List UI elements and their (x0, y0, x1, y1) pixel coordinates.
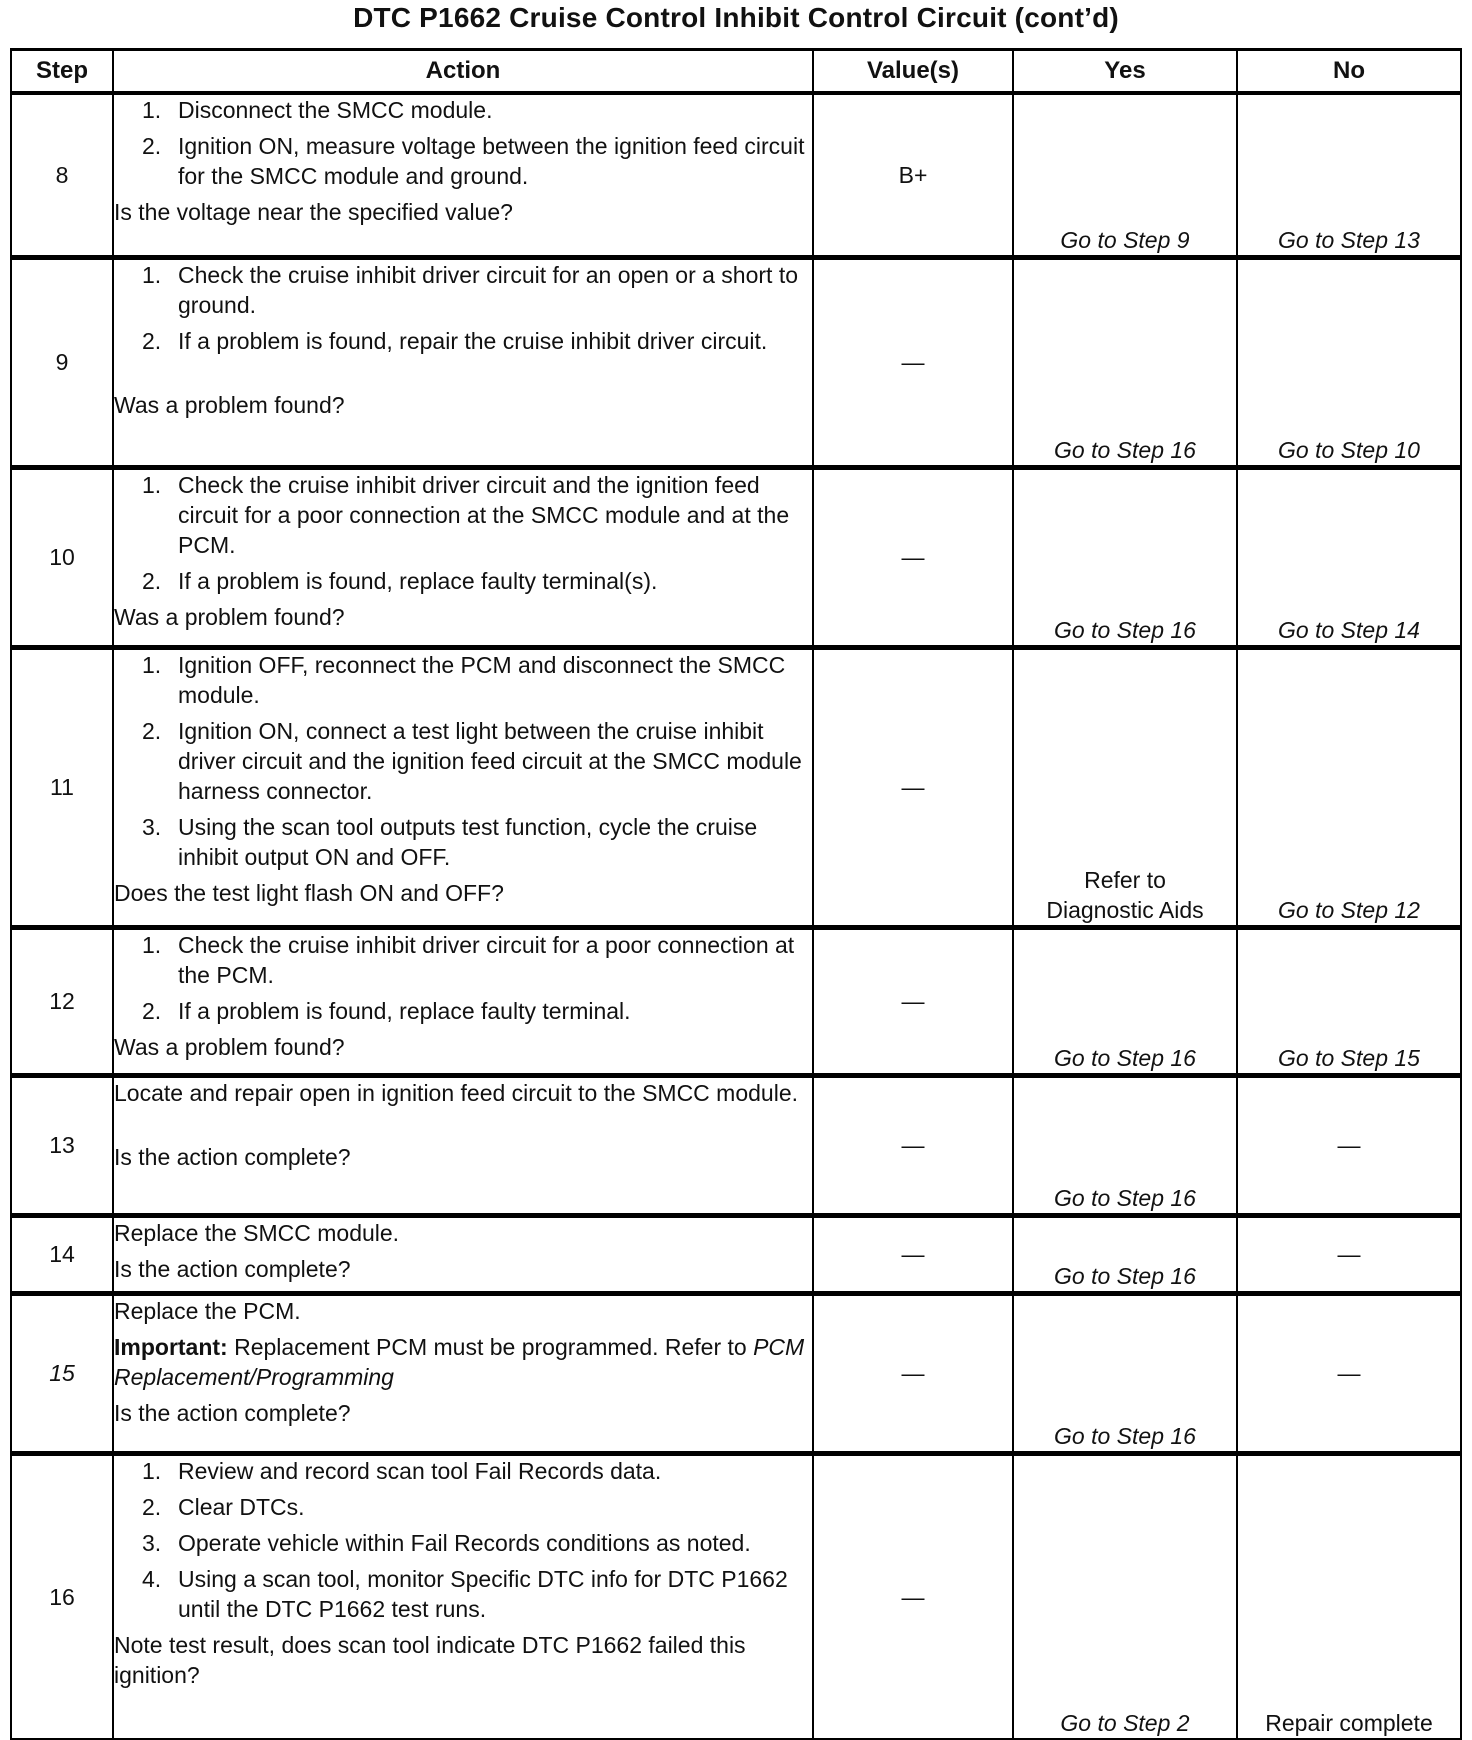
action-question: Is the action complete? (114, 1255, 351, 1282)
yes-cell: Go to Step 16 (1013, 927, 1237, 1075)
no-cell: — (1237, 1215, 1461, 1293)
value-cell: — (813, 467, 1013, 647)
action-item: 4. Using a scan tool, monitor Specific DTC info for DTC P1662 until the DTC P1662 test runs. (142, 1565, 788, 1622)
action-question: Was a problem found? (114, 391, 345, 418)
table-row (11, 1075, 1461, 1215)
action-item: 1. Check the cruise inhibit driver circuit for a poor connection at the PCM. (142, 931, 795, 988)
table-row (11, 1215, 1461, 1293)
action-question: Was a problem found? (114, 1033, 345, 1060)
action-cell (113, 927, 813, 1075)
action-cell (113, 93, 813, 257)
no-cell: — (1237, 1293, 1461, 1453)
action-cell (113, 1075, 813, 1215)
no-cell: Go to Step 13 (1237, 93, 1461, 257)
action-question: Does the test light flash ON and OFF? (114, 879, 504, 906)
value-cell: — (813, 257, 1013, 467)
step-number: 9 (11, 257, 113, 467)
action-item: 1. Review and record scan tool Fail Records data. (142, 1457, 662, 1484)
action-item: 1. Check the cruise inhibit driver circuit and the ignition feed circuit for a poor connection at the SMCC module and at the PCM. (142, 471, 790, 558)
step-number: 8 (11, 93, 113, 257)
no-cell: Go to Step 10 (1237, 257, 1461, 467)
diagnostic-table (10, 48, 1462, 1740)
yes-cell: Go to Step 16 (1013, 467, 1237, 647)
action-item: 1. Disconnect the SMCC module. (142, 97, 493, 123)
table-row (11, 647, 1461, 927)
action-text: Replace the PCM. (114, 1297, 301, 1324)
important-note (114, 1332, 812, 1392)
action-cell (113, 257, 813, 467)
step-number: 10 (11, 467, 113, 647)
action-item: 3. Operate vehicle within Fail Records conditions as noted. (142, 1529, 751, 1556)
header-row (11, 50, 1461, 94)
yes-cell: Go to Step 16 (1013, 1293, 1237, 1453)
action-question: Is the voltage near the specified value? (114, 199, 513, 225)
header-action: Action (113, 50, 813, 94)
value-cell: — (813, 927, 1013, 1075)
action-cell (113, 1293, 813, 1453)
table-row (11, 1453, 1461, 1739)
table-row (11, 257, 1461, 467)
step-number: 16 (11, 1453, 113, 1739)
page-title: DTC P1662 Cruise Control Inhibit Control Circuit (cont’d) (353, 2, 1119, 33)
step-number: 15 (11, 1293, 113, 1453)
action-question: Note test result, does scan tool indicate DTC P1662 failed this ignition? (114, 1631, 746, 1688)
step-number: 13 (11, 1075, 113, 1215)
reference-link[interactable]: PCM Replacement/Programming (114, 1333, 805, 1390)
action-cell (113, 1215, 813, 1293)
important-label: Important: (114, 1333, 228, 1360)
table-row (11, 927, 1461, 1075)
yes-line: Diagnostic Aids (1046, 896, 1204, 923)
no-cell: Go to Step 12 (1237, 647, 1461, 927)
action-item: 2. If a problem is found, replace faulty terminal. (142, 997, 631, 1024)
no-cell: Go to Step 15 (1237, 927, 1461, 1075)
yes-cell: Go to Step 16 (1013, 257, 1237, 467)
no-cell: Go to Step 14 (1237, 467, 1461, 647)
step-number: 12 (11, 927, 113, 1075)
action-item: 1. Check the cruise inhibit driver circuit for an open or a short to ground. (142, 261, 799, 318)
action-cell (113, 467, 813, 647)
yes-line: Refer to (1084, 866, 1166, 893)
step-number: 11 (11, 647, 113, 927)
header-step: Step (11, 50, 113, 94)
action-item: 1. Ignition OFF, reconnect the PCM and disconnect the SMCC module. (142, 651, 786, 708)
no-cell: — (1237, 1075, 1461, 1215)
header-no: No (1237, 50, 1461, 94)
table-row (11, 1293, 1461, 1453)
value-cell: — (813, 1215, 1013, 1293)
step-number: 14 (11, 1215, 113, 1293)
yes-cell: Go to Step 2 (1013, 1453, 1237, 1739)
action-question: Is the action complete? (114, 1143, 351, 1170)
yes-cell: Go to Step 9 (1013, 93, 1237, 257)
action-item: 3. Using the scan tool outputs test function, cycle the cruise inhibit output ON and OFF. (142, 813, 758, 870)
action-item: 2. If a problem is found, repair the cruise inhibit driver circuit. (142, 327, 768, 354)
action-text: Locate and repair open in ignition feed circuit to the SMCC module. (114, 1079, 799, 1106)
action-item: 2. If a problem is found, replace faulty terminal(s). (142, 567, 658, 594)
action-cell (113, 1453, 813, 1739)
yes-cell: Go to Step 16 (1013, 1215, 1237, 1293)
yes-cell: Go to Step 16 (1013, 1075, 1237, 1215)
value-cell: — (813, 1293, 1013, 1453)
header-values: Value(s) (813, 50, 1013, 94)
important-text: Replacement PCM must be programmed. Refer to (227, 1333, 754, 1360)
action-question: Is the action complete? (114, 1399, 351, 1426)
action-text: Replace the SMCC module. (114, 1219, 400, 1246)
value-cell: — (813, 1453, 1013, 1739)
no-cell: Repair complete (1237, 1453, 1461, 1739)
action-item: 2. Ignition ON, connect a test light between the cruise inhibit driver circuit and the ignition feed circuit at the SMCC module harness connector. (142, 717, 802, 804)
header-yes: Yes (1013, 50, 1237, 94)
value-cell: — (813, 647, 1013, 927)
table-row (11, 93, 1461, 257)
yes-cell (1013, 647, 1237, 927)
action-question: Was a problem found? (114, 603, 345, 630)
action-item: 2. Ignition ON, measure voltage between the ignition feed circuit for the SMCC module and ground. (142, 133, 805, 189)
table-row (11, 467, 1461, 647)
action-cell (113, 647, 813, 927)
action-item: 2. Clear DTCs. (142, 1493, 305, 1520)
value-cell: B+ (813, 93, 1013, 257)
value-cell: — (813, 1075, 1013, 1215)
